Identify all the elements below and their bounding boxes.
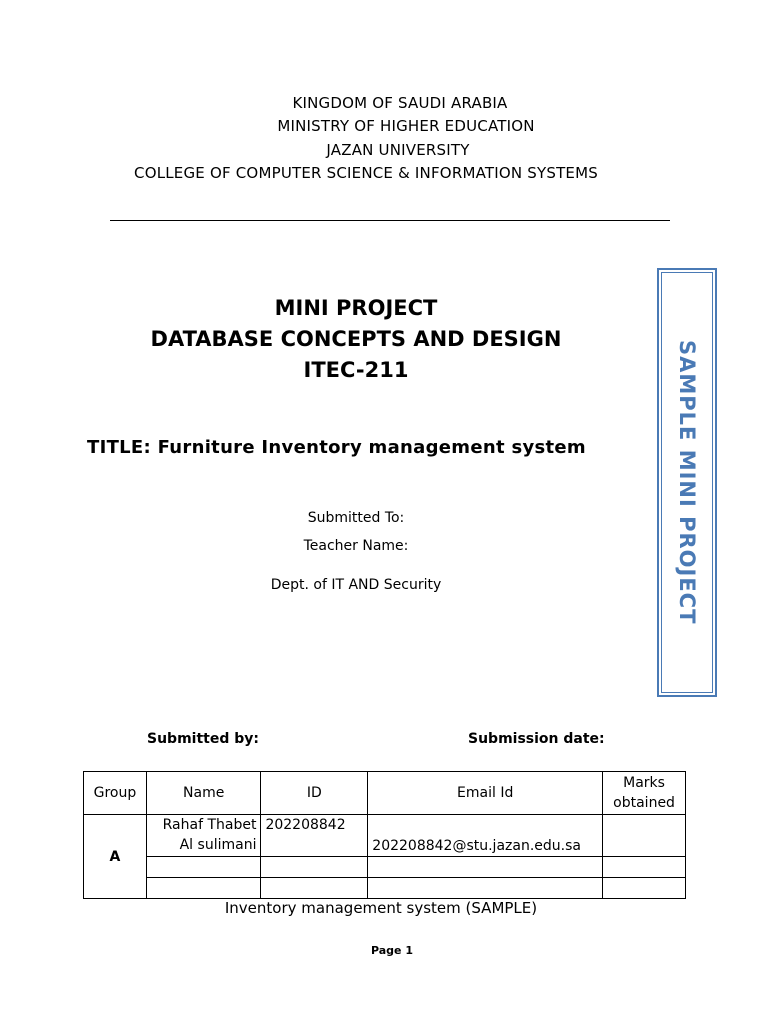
col-email: Email Id (368, 772, 603, 815)
col-id: ID (261, 772, 368, 815)
header-college: COLLEGE OF COMPUTER SCIENCE & INFORMATION SYSTEMS (134, 164, 598, 182)
table-row (84, 857, 686, 878)
course-name: DATABASE CONCEPTS AND DESIGN (150, 327, 562, 351)
header-kingdom: KINGDOM OF SAUDI ARABIA (292, 94, 508, 112)
col-marks: Marks obtained (603, 772, 686, 815)
department-label: Dept. of IT AND Security (270, 577, 442, 593)
table-row (84, 878, 686, 899)
footer-caption: Inventory management system (SAMPLE) (224, 899, 538, 917)
submission-date-label: Submission date: (468, 731, 605, 747)
side-banner (657, 268, 717, 697)
col-name: Name (146, 772, 261, 815)
project-title: TITLE: Furniture Inventory management system (87, 437, 586, 458)
header-university: JAZAN UNIVERSITY (326, 141, 470, 159)
course-code: ITEC-211 (303, 358, 409, 382)
side-banner-text: SAMPLE MINI PROJECT (675, 340, 699, 625)
submitted-by-label: Submitted by: (147, 731, 259, 747)
col-group: Group (84, 772, 147, 815)
table-row (84, 815, 686, 857)
group-cell: A (84, 815, 147, 899)
name-cell: Rahaf Thabet Al sulimani (146, 815, 261, 857)
submitted-to-label: Submitted To: (307, 510, 405, 526)
header-ministry: MINISTRY OF HIGHER EDUCATION (277, 117, 535, 135)
teacher-name-label: Teacher Name: (303, 538, 409, 554)
header-divider (110, 220, 670, 221)
submission-table (83, 771, 686, 899)
table-header-row (84, 772, 686, 815)
marks-cell (603, 815, 686, 857)
id-cell: 202208842 (261, 815, 368, 857)
project-type: MINI PROJECT (274, 296, 438, 320)
page-number: Page 1 (370, 944, 413, 957)
email-cell: 202208842@stu.jazan.edu.sa (368, 815, 603, 857)
